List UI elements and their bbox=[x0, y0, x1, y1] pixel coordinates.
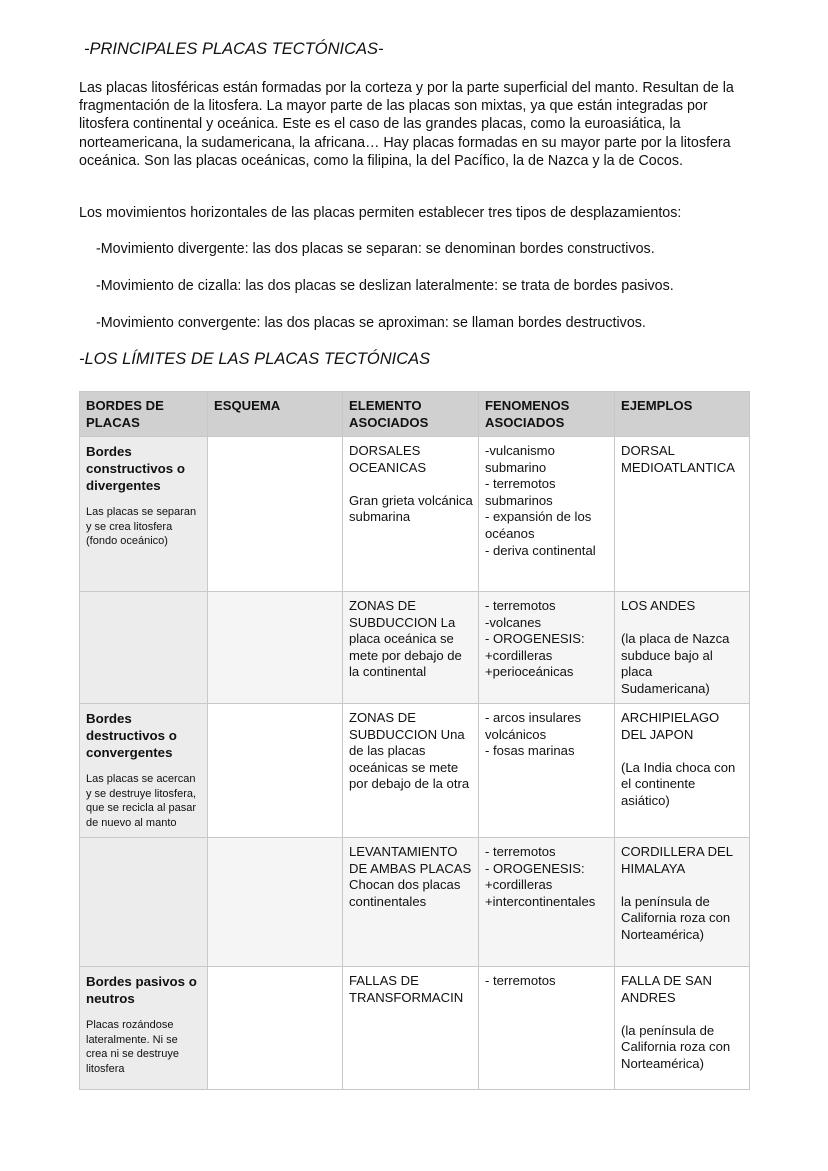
table-header-row bbox=[80, 392, 750, 437]
phenomena-text: - terremotos -volcanes - OROGENESIS: +cordilleras +perioceánicas bbox=[485, 598, 585, 680]
movement-divergent: -Movimiento divergente: las dos placas se separan: se denominan bordes constructivos. bbox=[96, 241, 655, 257]
movements-intro: Los movimientos horizontales de las placas permiten establecer tres tipos de desplazamientos: bbox=[79, 205, 682, 221]
table-row bbox=[80, 437, 750, 592]
intro-paragraph: Las placas litosféricas están formadas por la corteza y por la parte superficial del manto. Resultan de la fragmentación de la litosfera. La mayor parte de las placas son mixtas, ya que están integradas por litosfera continental y oceánica. Este es el caso de las grandes placas, como la euroasiática, la norteamericana, la sudamericana, la africana… Hay placas formadas en su mayor parte por la litosfera oceánica. Son las placas oceánicas, como la filipina, la del Pacífico, la de Nazca y la de Cocos. bbox=[79, 80, 734, 169]
header-esquema: ESQUEMA bbox=[208, 392, 343, 437]
example-cell bbox=[615, 967, 750, 1090]
element-cell bbox=[343, 838, 479, 967]
header-fenomenos: FENOMENOS ASOCIADOS bbox=[479, 392, 615, 437]
example-subtext: (La India choca con el continente asiático) bbox=[621, 759, 736, 808]
example-cell bbox=[615, 592, 750, 704]
element-cell bbox=[343, 437, 479, 592]
header-ejemplos: EJEMPLOS bbox=[615, 392, 750, 437]
example-cell bbox=[615, 838, 750, 967]
border-name: Bordes destructivos o convergentes bbox=[86, 711, 177, 760]
example-text: ARCHIPIELAGO DEL JAPON bbox=[621, 710, 720, 742]
border-cell bbox=[80, 592, 208, 704]
element-text: ZONAS DE SUBDUCCION La placa oceánica se mete por debajo de la continental bbox=[349, 598, 462, 680]
element-cell bbox=[343, 967, 479, 1090]
example-text: LOS ANDES bbox=[621, 598, 696, 613]
schema-cell bbox=[208, 437, 343, 592]
phenomena-cell bbox=[479, 838, 615, 967]
element-cell bbox=[343, 704, 479, 838]
example-cell bbox=[615, 704, 750, 838]
schema-cell bbox=[208, 967, 343, 1090]
schema-cell bbox=[208, 704, 343, 838]
border-description: Las placas se separan y se crea litosfera (fondo oceánico) bbox=[86, 506, 197, 548]
border-cell bbox=[80, 838, 208, 967]
schema-cell bbox=[208, 592, 343, 704]
schema-cell bbox=[208, 838, 343, 967]
phenomena-cell bbox=[479, 592, 615, 704]
limits-title: -LOS LÍMITES DE LAS PLACAS TECTÓNICAS bbox=[79, 350, 431, 368]
element-text: ZONAS DE SUBDUCCION Una de las placas oceánicas se mete por debajo de la otra bbox=[349, 710, 470, 792]
phenomena-cell bbox=[479, 704, 615, 838]
border-description: Las placas se acercan y se destruye litosfera, que se recicla al pasar de nuevo al manto bbox=[86, 773, 197, 829]
border-cell bbox=[80, 437, 208, 592]
phenomena-cell bbox=[479, 967, 615, 1090]
example-subtext: (la placa de Nazca subduce bajo al placa Sudamericana) bbox=[621, 631, 730, 696]
phenomena-cell bbox=[479, 437, 615, 592]
phenomena-text: - terremotos - OROGENESIS: +cordilleras +intercontinentales bbox=[485, 844, 596, 909]
element-subtext: Gran grieta volcánica submarina bbox=[349, 492, 473, 525]
element-text: LEVANTAMIENTO DE AMBAS PLACAS Chocan dos placas continentales bbox=[349, 844, 472, 909]
border-description: Placas rozándose lateralmente. Ni se crea ni se destruye litosfera bbox=[86, 1019, 179, 1075]
element-cell bbox=[343, 592, 479, 704]
phenomena-text: - terremotos bbox=[485, 973, 556, 988]
main-title: -PRINCIPALES PLACAS TECTÓNICAS- bbox=[84, 40, 384, 58]
border-name: Bordes pasivos o neutros bbox=[86, 974, 197, 1006]
table-row bbox=[80, 592, 750, 704]
phenomena-text: - arcos insulares volcánicos - fosas marinas bbox=[485, 710, 582, 759]
movement-shear: -Movimiento de cizalla: las dos placas se deslizan lateralmente: se trata de bordes pasivos. bbox=[96, 278, 674, 294]
element-text: FALLAS DE TRANSFORMACIN bbox=[349, 973, 464, 1005]
border-cell bbox=[80, 967, 208, 1090]
header-elemento: ELEMENTO ASOCIADOS bbox=[343, 392, 479, 437]
movement-convergent: -Movimiento convergente: las dos placas se aproximan: se llaman bordes destructivos. bbox=[96, 315, 646, 331]
example-text: FALLA DE SAN ANDRES bbox=[621, 973, 712, 1005]
border-cell bbox=[80, 704, 208, 838]
element-text: DORSALES OCEANICAS bbox=[349, 443, 427, 475]
example-subtext: la península de California roza con Norteamérica) bbox=[621, 893, 731, 942]
table-row bbox=[80, 967, 750, 1090]
header-bordes: BORDES DE PLACAS bbox=[80, 392, 208, 437]
example-cell bbox=[615, 437, 750, 592]
table-row bbox=[80, 704, 750, 838]
plate-boundaries-table bbox=[79, 391, 750, 1090]
example-text: CORDILLERA DEL HIMALAYA bbox=[621, 844, 733, 876]
table-row bbox=[80, 838, 750, 967]
phenomena-text: -vulcanismo submarino - terremotos submarinos - expansión de los océanos - deriva continental bbox=[485, 443, 596, 558]
example-subtext: (la península de California roza con Norteamérica) bbox=[621, 1022, 731, 1071]
border-name: Bordes constructivos o divergentes bbox=[86, 444, 186, 493]
example-text: DORSAL MEDIOATLANTICA bbox=[621, 443, 735, 475]
